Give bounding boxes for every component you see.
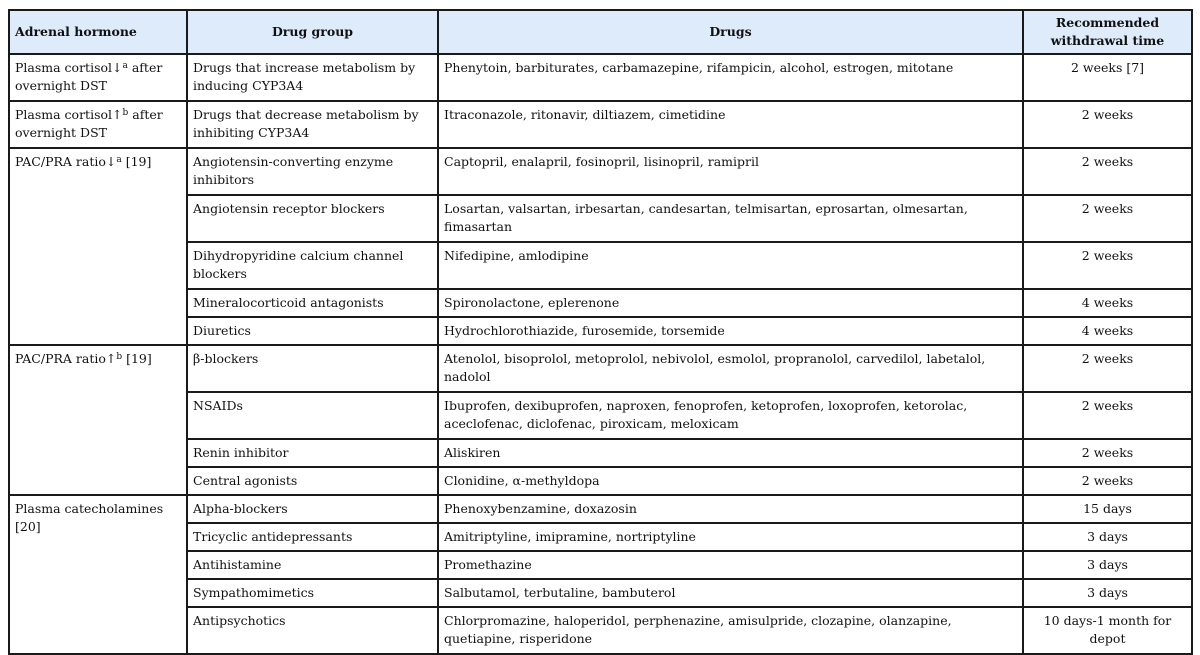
adrenal-hormone-cell: [9, 54, 187, 101]
drugs-cell: Phenoxybenzamine, doxazosin: [438, 495, 1023, 523]
drug-group-cell: NSAIDs: [187, 392, 438, 439]
drug-group-cell: Renin inhibitor: [187, 439, 438, 467]
hormone-label: PAC/PRA ratio↑: [15, 351, 117, 366]
withdrawal-time-cell: 2 weeks: [1023, 392, 1192, 439]
withdrawal-time-cell: 2 weeks: [1023, 242, 1192, 289]
drug-group-cell: Alpha-blockers: [187, 495, 438, 523]
drug-group-cell: Angiotensin-converting enzyme inhibitors: [187, 148, 438, 195]
withdrawal-time-cell: 2 weeks: [1023, 345, 1192, 392]
hormone-label: Plasma cortisol↓: [15, 60, 123, 75]
table-row: [9, 317, 1192, 345]
footnote-marker: a: [122, 61, 128, 71]
hormone-label-suffix: after overnight DST: [15, 107, 163, 140]
header-withdrawal-time-line1: Recommended: [1055, 15, 1160, 30]
header-drugs: Drugs: [438, 10, 1023, 54]
table-row: [9, 467, 1192, 495]
withdrawal-time-cell: 3 days: [1023, 579, 1192, 607]
withdrawal-time-cell: 4 weeks: [1023, 289, 1192, 317]
table-row: [9, 195, 1192, 242]
adrenal-hormone-cell: [9, 148, 187, 345]
table-row: [9, 551, 1192, 579]
table-row: [9, 345, 1192, 392]
header-adrenal-hormone: Adrenal hormone: [9, 10, 187, 54]
drugs-cell: Amitriptyline, imipramine, nortriptyline: [438, 523, 1023, 551]
table-row: [9, 101, 1192, 148]
header-drug-group: Drug group: [187, 10, 438, 54]
withdrawal-time-cell: 10 days-1 month for depot: [1023, 607, 1192, 654]
drugs-cell: Ibuprofen, dexibuprofen, naproxen, fenoprofen, ketoprofen, loxoprofen, ketorolac, aceclofenac, diclofenac, piroxicam, meloxicam: [438, 392, 1023, 439]
footnote-marker: b: [116, 352, 123, 362]
withdrawal-time-cell: 3 days: [1023, 523, 1192, 551]
header-withdrawal-time: [1023, 10, 1192, 54]
hormone-label: Plasma cortisol↑: [15, 107, 123, 122]
hormone-label: PAC/PRA ratio↓: [15, 154, 117, 169]
drug-group-cell: Sympathomimetics: [187, 579, 438, 607]
drug-group-cell: Central agonists: [187, 467, 438, 495]
drugs-cell: Salbutamol, terbutaline, bambuterol: [438, 579, 1023, 607]
adrenal-hormone-cell: [9, 345, 187, 495]
withdrawal-time-cell: 2 weeks: [1023, 467, 1192, 495]
withdrawal-time-cell: 2 weeks: [1023, 195, 1192, 242]
drugs-cell: Aliskiren: [438, 439, 1023, 467]
drugs-cell: Itraconazole, ritonavir, diltiazem, cimetidine: [438, 101, 1023, 148]
drugs-cell: Nifedipine, amlodipine: [438, 242, 1023, 289]
withdrawal-time-cell: 2 weeks: [1023, 101, 1192, 148]
drug-group-cell: β-blockers: [187, 345, 438, 392]
hormone-label-suffix: [19]: [122, 351, 152, 366]
table-row: [9, 242, 1192, 289]
hormone-label-suffix: after overnight DST: [15, 60, 163, 93]
table-row: [9, 148, 1192, 195]
drugs-cell: Losartan, valsartan, irbesartan, candesartan, telmisartan, eprosartan, olmesartan, fimasartan: [438, 195, 1023, 242]
drug-group-cell: Angiotensin receptor blockers: [187, 195, 438, 242]
table-row: [9, 523, 1192, 551]
drugs-cell: Atenolol, bisoprolol, metoprolol, nebivolol, esmolol, propranolol, carvedilol, labetalol, nadolol: [438, 345, 1023, 392]
table-body: [9, 54, 1192, 654]
drug-group-cell: Tricyclic antidepressants: [187, 523, 438, 551]
footnote-marker: b: [122, 108, 129, 118]
withdrawal-time-cell: 2 weeks [7]: [1023, 54, 1192, 101]
drug-group-cell: Drugs that increase metabolism by inducing CYP3A4: [187, 54, 438, 101]
drugs-cell: Phenytoin, barbiturates, carbamazepine, rifampicin, alcohol, estrogen, mitotane: [438, 54, 1023, 101]
adrenal-hormone-cell: [9, 101, 187, 148]
table-row: [9, 439, 1192, 467]
drugs-cell: Clonidine, α-methyldopa: [438, 467, 1023, 495]
table-row: [9, 607, 1192, 654]
drugs-cell: Chlorpromazine, haloperidol, perphenazine, amisulpride, clozapine, olanzapine, quetiapine, risperidone: [438, 607, 1023, 654]
withdrawal-time-cell: 3 days: [1023, 551, 1192, 579]
footnote-marker: a: [116, 155, 122, 165]
drugs-cell: Spironolactone, eplerenone: [438, 289, 1023, 317]
drug-group-cell: Antihistamine: [187, 551, 438, 579]
drug-group-cell: Mineralocorticoid antagonists: [187, 289, 438, 317]
withdrawal-time-cell: 15 days: [1023, 495, 1192, 523]
header-withdrawal-time-line2: withdrawal time: [1050, 33, 1165, 48]
hormone-label: Plasma catecholamines [20]: [15, 501, 164, 534]
withdrawal-time-cell: 2 weeks: [1023, 148, 1192, 195]
table-row: [9, 54, 1192, 101]
drug-group-cell: Drugs that decrease metabolism by inhibiting CYP3A4: [187, 101, 438, 148]
withdrawal-time-cell: 2 weeks: [1023, 439, 1192, 467]
drug-withdrawal-table: [8, 9, 1193, 655]
drug-group-cell: Diuretics: [187, 317, 438, 345]
table-header-row: [9, 10, 1192, 54]
drugs-cell: Hydrochlorothiazide, furosemide, torsemide: [438, 317, 1023, 345]
adrenal-hormone-cell: [9, 495, 187, 654]
withdrawal-time-cell: 4 weeks: [1023, 317, 1192, 345]
table-row: [9, 495, 1192, 523]
table-row: [9, 392, 1192, 439]
drug-group-cell: Dihydropyridine calcium channel blockers: [187, 242, 438, 289]
table-row: [9, 579, 1192, 607]
drug-group-cell: Antipsychotics: [187, 607, 438, 654]
drugs-cell: Captopril, enalapril, fosinopril, lisinopril, ramipril: [438, 148, 1023, 195]
table-row: [9, 289, 1192, 317]
drugs-cell: Promethazine: [438, 551, 1023, 579]
hormone-label-suffix: [19]: [121, 154, 152, 169]
